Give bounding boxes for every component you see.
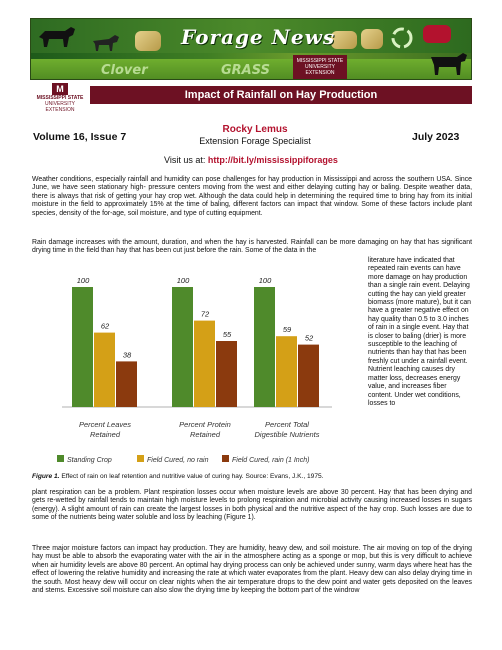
bar-1-0 [172,287,193,407]
figure-label: Figure 1. [32,473,60,480]
visit-prefix: Visit us at: [164,155,208,165]
website-link[interactable]: http://bit.ly/mississippiforages [207,155,338,165]
horse-icon [35,25,79,51]
legend-swatch-2 [222,455,229,462]
category-label-0-1: Retained [89,430,121,439]
banner-word-grass: GRASS [221,63,271,78]
data-label-2-2: 52 [304,333,314,343]
logo-line-3: EXTENSION [45,107,75,113]
msu-extension-logo [30,83,90,119]
hay-bale-icon [361,29,383,49]
legend-swatch-1 [137,455,144,462]
data-label-1-0: 100 [176,276,190,285]
msu-m-icon: M [52,83,68,95]
banner-msu-label: MISSISSIPPI STATE UNIVERSITY EXTENSION [293,55,347,79]
figure-caption-text: Effect of rain on leaf retention and nutritive value of curing hay. Source: Evans, J.K., 1975. [59,473,324,480]
hay-bale-icon [135,31,161,51]
banner-title: Forage News [181,25,336,49]
data-label-0-0: 100 [76,276,90,285]
logo-line-2: UNIVERSITY [44,101,75,107]
data-label-0-2: 38 [122,350,132,360]
data-label-2-1: 59 [282,325,292,335]
legend-swatch-0 [57,455,64,462]
data-label-1-1: 72 [200,309,210,319]
bar-0-1 [94,333,115,407]
bar-2-0 [254,287,275,407]
issue-number: Volume 16, Issue 7 [33,131,127,143]
logo-line-1: MISSISSIPPI STATE [36,95,84,101]
figure-1-chart [32,257,366,470]
data-label-0-1: 62 [100,321,110,331]
article-headline: Impact of Rainfall on Hay Production [90,86,472,104]
newsletter-banner [30,18,472,80]
cow-icon [429,49,469,77]
author-role: Extension Forage Specialist [199,136,311,146]
visit-line [0,155,502,165]
bar-2-2 [298,345,319,407]
bar-0-2 [116,361,137,407]
paragraph-intro: Weather conditions, especially rainfall and humidity can pose challenges for hay production in Mississippi and across the southern USA. Since June, we have seen stationary high- pressure centers moving from the west and either delaying cutting hay or baling. Despite weather data, there is always that risk of getting your hay crop wet. Although the data could help in determining the required time to bring hay from its initial moisture in the field to approximately 15% at the time of baling, different factors can impact that window. Some of these factors include plant species, density of the for-age, soil moisture, and type of cutting equipment. [32,176,472,217]
category-label-1-1: Retained [189,430,221,439]
figure-caption [32,473,372,480]
paragraph-respiration: plant respiration can be a problem. Plant respiration losses occur when moisture levels are above 30 percent. Hay that has been drying and gets re-wetted by rainfall tends to maintain high moisture levels to prolong respiration and microbial activity causing increased losses in sugars (energy). A slight amount of rain can create the largest losses in both physical and the nutritive aspect of the hay crop. Such losses are due to some of the nutrients being water soluble and loss by leaching (Figure 1). [32,489,472,522]
issue-date: July 2023 [412,131,460,143]
bar-1-2 [216,341,237,407]
banner-word-clover: Clover [101,63,148,78]
author-block [180,124,330,146]
bar-2-1 [276,336,297,407]
category-label-1-0: Percent Protein [179,420,231,429]
steak-icon [423,25,451,43]
author-name: Rocky Lemus [222,124,288,135]
bar-1-1 [194,321,215,407]
paragraph-rain-damage: Rain damage increases with the amount, duration, and when the hay is harvested. Rainfall can be more damaging on hay that has significant drying time in the field than hay that has been cut just before the rain. Some of the data in the [32,239,472,255]
category-label-0-0: Percent Leaves [78,420,132,429]
legend-label-1: Field Cured, no rain [147,457,209,464]
goat-icon [91,33,121,53]
paragraph-moisture-factors: Three major moisture factors can impact hay production. They are humidity, heavy dew, and soil moisture. The air moving on top of the drying hay must be able to absorb the evaporating water with the air in the atmosphere acting as a sponge or mop, but this is very difficult to achieve when air humidity levels are above 80 percent. An optimal hay drying process can only be achieved under sunny, warm days where heat has the effect of lowering the relative humidity and increasing the rate at which water evaporates from the plant. Heavy dew can also delay drying time in the south. Most heavy dew will occur on clear nights when the air temperature drops to the dew point and water gets deposited on the leaves and stems. Excessive soil moisture can also slow the drying time by keeping the bottom part of the windrow [32,545,472,595]
category-label-2-0: Percent Total [265,420,309,429]
category-label-2-1: Digestible Nutrients [254,430,320,439]
bar-0-0 [72,287,93,407]
recycle-icon [391,27,413,49]
data-label-2-0: 100 [258,276,272,285]
legend-label-2: Field Cured, rain (1 Inch) [232,457,310,464]
paragraph-wrap-text: literature have indicated that repeated rain events can have more damage on hay production than a single rain event. Delaying cutting the hay can yield greater biomass (more mature), but it can have a greater negative effect on hay quality than 0.5 to 3.0 inches of rain in a single event. Hay that is closer to baling (drier) is more susceptible to the leaching of nutrients than hay that has been freshly cut under a rainfall event. Nutrient leaching causes dry matter loss, decreases energy value, and increases fiber content. Under wet conditions, losses to [368,257,472,407]
data-label-1-2: 55 [222,330,232,339]
legend-label-0: Standing Crop [67,457,112,464]
